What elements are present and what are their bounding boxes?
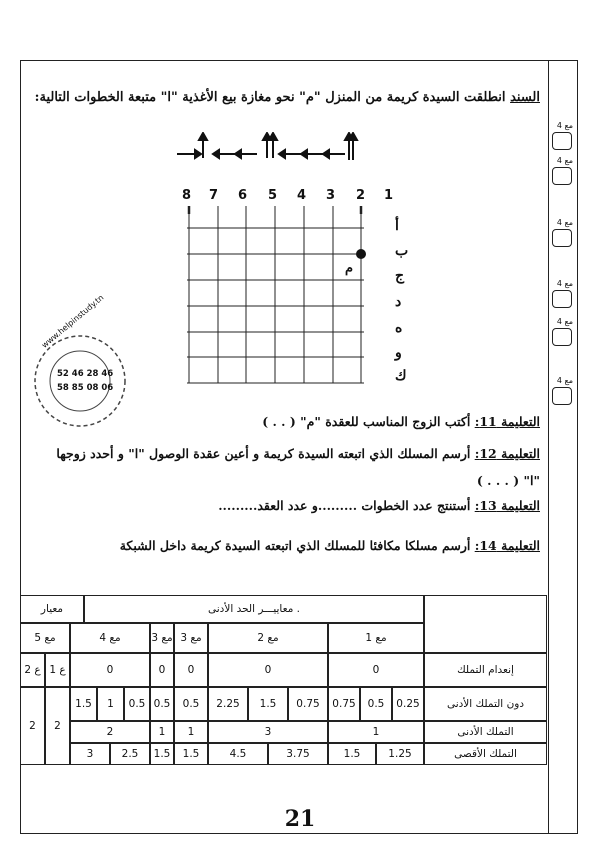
page-number: 21 [284,806,316,832]
cell-min-c3a: 1 [150,721,174,743]
grid-col-label: 5 [268,188,278,203]
grid-col-label: 6 [238,188,248,203]
cell-max-c4-2: 3 [70,743,110,765]
criterion-1: مع 1 [328,623,424,653]
prompt-label: السند [510,90,540,105]
score-label: مع 4 [556,156,573,165]
instruction-text: أستنتج عدد الخطوات .........و عدد العقد......... [218,498,471,513]
cell-min-c3b: 1 [174,721,208,743]
score-column [547,60,578,834]
cell-below-c1-3: 0.75 [328,687,360,721]
grid-row-label: ج [395,268,405,284]
stamp-phone-1: 52 46 28 46 [57,369,114,379]
instruction-label: التعليمة 11: [474,414,540,429]
cell-below-c4-1: 0.5 [124,687,150,721]
cell-min-c4: 2 [70,721,150,743]
grid-col-label: 1 [384,188,394,203]
grid-row-label: ه [395,320,403,336]
cell-max-c3a: 1.5 [150,743,174,765]
cell-max-c1-2: 1.5 [328,743,376,765]
cell-below-c3a: 0.5 [150,687,174,721]
cell-below-c1-1: 0.25 [392,687,424,721]
excellence-1-value: 2 [45,687,70,765]
excellence-2: ع 2 [20,653,45,687]
cell-none-c3b: 0 [174,653,208,687]
instruction-11 [262,414,540,429]
criterion-4: مع 4 [70,623,150,653]
cell-below-c2-1: 0.75 [288,687,328,721]
score-label: مع 4 [556,218,573,227]
cell-max-c1-1: 1.25 [376,743,424,765]
cell-below-c3b: 0.5 [174,687,208,721]
grid-col-label: 8 [182,188,192,203]
grid-col-label: 7 [209,188,219,203]
instruction-12 [56,446,540,461]
cell-below-c2-3: 2.25 [208,687,248,721]
instruction-label: التعليمة 12: [474,446,540,461]
row-label-max: التملك الأقصى [424,743,547,765]
home-point-label: م [345,261,354,276]
criterion-3a: مع 3 [150,623,174,653]
header-levels: معاييـــر الحد الأدنى . [84,595,424,623]
criteria-table [20,595,547,785]
coordinate-grid[interactable] [187,206,387,386]
cell-max-c2-2: 4.5 [208,743,268,765]
score-label: مع 4 [556,317,573,326]
grid-col-label: 4 [297,188,307,203]
step-arrows-diagram [175,132,375,162]
criterion-5: مع 5 [20,623,70,653]
cell-below-c1-2: 0.5 [360,687,392,721]
prompt-text: انطلقت السيدة كريمة من المنزل "م" نحو مغازة بيع الأغذية "ا" متبعة الخطوات التالية: [34,90,506,105]
row-label-min: التملك الأدنى [424,721,547,743]
cell-max-c3b: 1.5 [174,743,208,765]
watermark-stamp [32,292,128,429]
score-box[interactable] [552,132,572,150]
header-empty [424,595,547,653]
cell-below-c2-2: 1.5 [248,687,288,721]
cell-max-c2-1: 3.75 [268,743,328,765]
cell-none-c3a: 0 [150,653,174,687]
score-box[interactable] [552,328,572,346]
instruction-label: التعليمة 14: [474,538,540,553]
score-label: مع 4 [556,121,573,130]
home-point [356,249,366,259]
cell-max-c4-1: 2.5 [110,743,150,765]
score-label: مع 4 [556,376,573,385]
row-label-below-min: دون التملك الأدنى [424,687,547,721]
header-criterion: معيار [20,595,84,623]
grid-row-label: د [395,294,402,310]
score-label: مع 4 [556,279,573,288]
row-label-none: إنعدام التملك [424,653,547,687]
stamp-site: www.helpinstudy.tn [40,292,106,350]
score-box[interactable] [552,229,572,247]
cell-below-c4-2: 1 [97,687,124,721]
criterion-3b: مع 3 [174,623,208,653]
instruction-label: التعليمة 13: [474,498,540,513]
prompt-line [35,90,540,105]
grid-row-label: و [395,345,402,361]
instruction-13 [218,498,540,513]
grid-row-label: أ [395,218,399,234]
grid-row-label: ب [395,243,409,259]
score-box[interactable] [552,387,572,405]
score-box[interactable] [552,167,572,185]
instruction-text: أرسم المسلك الذي اتبعته السيدة كريمة و أعين عقدة الوصول "ا" و أحدد زوجها [56,446,471,461]
cell-none-c2: 0 [208,653,328,687]
instruction-text: أكتب الزوج المناسب للعقدة "م" ( . . ) [262,414,471,429]
cell-none-c1: 0 [328,653,424,687]
excellence-2-value: 2 [20,687,45,765]
excellence-1: ع 1 [45,653,70,687]
stamp-phone-2: 58 85 08 06 [57,383,114,393]
cell-min-c1: 1 [328,721,424,743]
grid-col-label: 2 [356,188,366,203]
criterion-2: مع 2 [208,623,328,653]
cell-none-c4: 0 [70,653,150,687]
instruction-14 [120,538,540,553]
instruction-12-cont [477,473,540,488]
cell-below-c4-3: 1.5 [70,687,97,721]
instruction-text: أرسم مسلكا مكافئا للمسلك الذي اتبعته السيدة كريمة داخل الشبكة [119,538,471,553]
cell-min-c2: 3 [208,721,328,743]
grid-col-label: 3 [326,188,336,203]
grid-row-label: ك [395,368,407,384]
score-box[interactable] [552,290,572,308]
instruction-text: "ا" ( . . . ) [476,473,540,488]
